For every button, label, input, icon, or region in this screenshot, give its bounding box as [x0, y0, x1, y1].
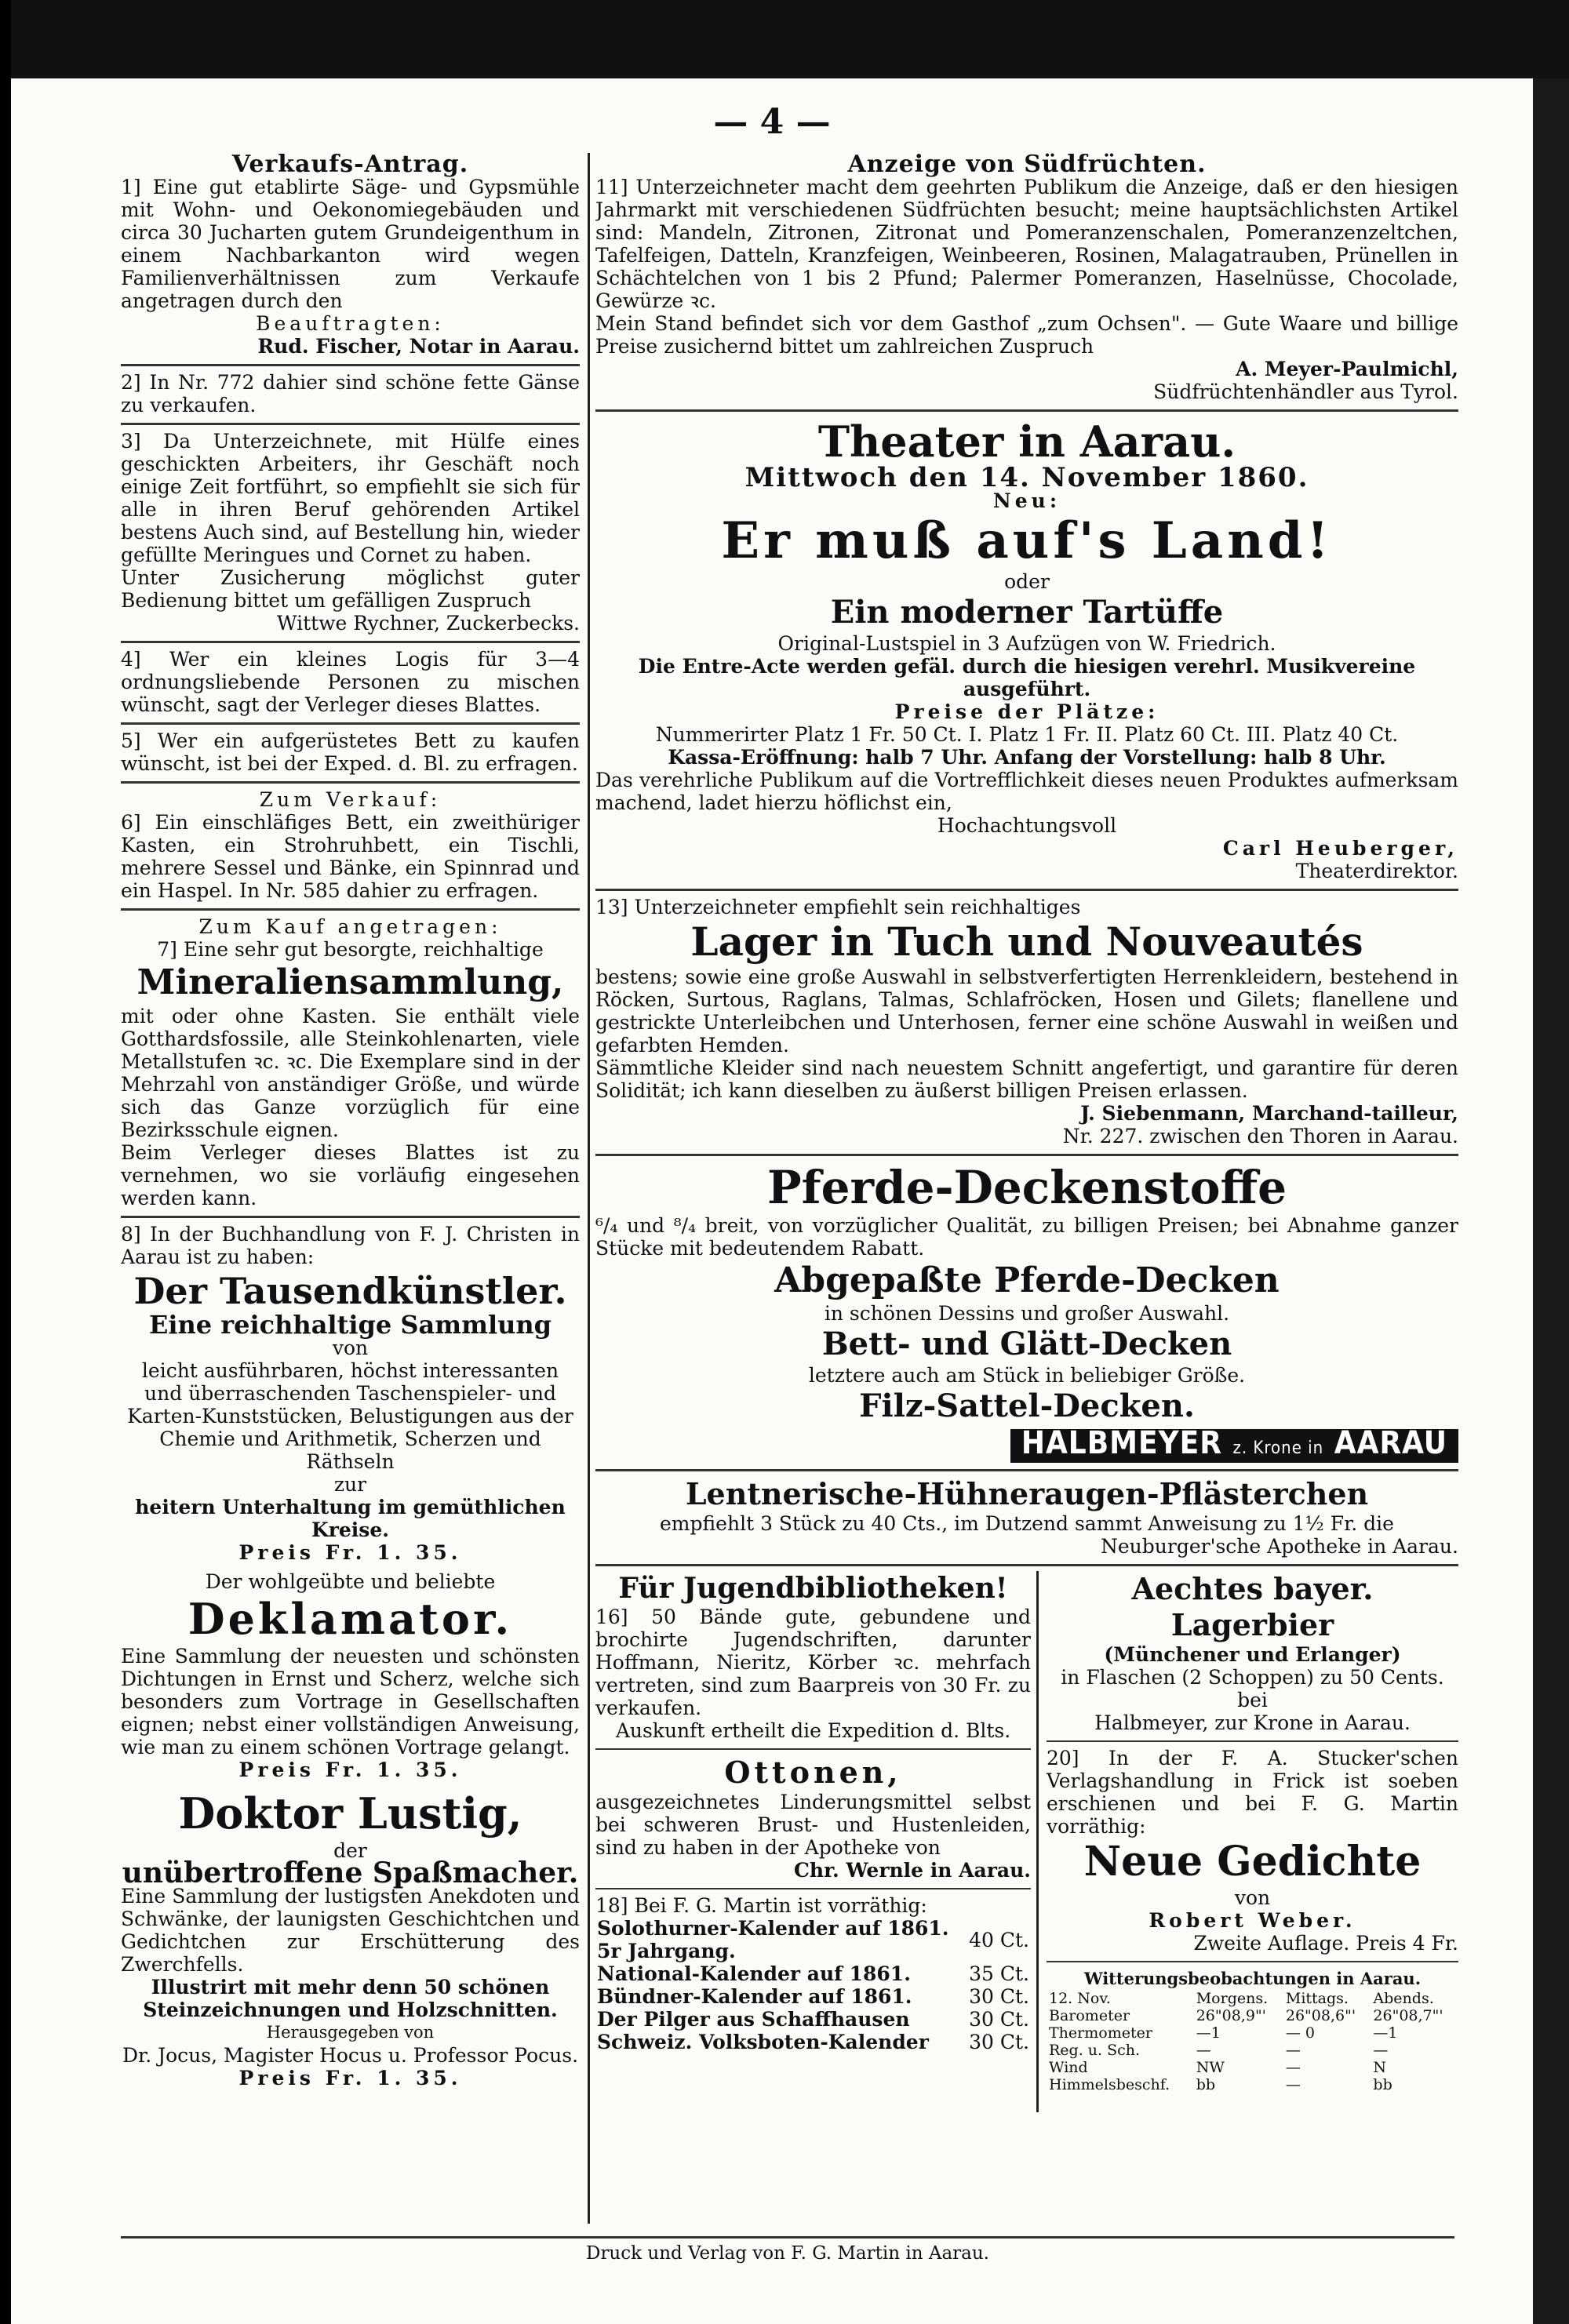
weather-cell: N [1373, 2059, 1387, 2076]
weather-cell: — 0 [1285, 2024, 1316, 2042]
ad-gaense: 2] In Nr. 772 dahier sind schöne fette Gänse zu verkaufen. [121, 371, 580, 416]
kalender-price: 35 Ct. [969, 1962, 1029, 1985]
weather-cell: NW [1196, 2059, 1225, 2076]
left-column [121, 153, 580, 2224]
divider [121, 908, 580, 911]
ad-signature: J. Siebenmann, Marchand-tailleur, [1080, 1102, 1458, 1125]
halbmeyer-banner [1010, 1425, 1458, 1463]
table-row [1047, 2042, 1458, 2059]
ad-text: bestens; sowie eine große Auswahl in selbstverfertigten Herrenkleidern, bestehend in Röcken, Surtous, Raglans, Talmas, Schlafröcken, Hosen und Gilets; flanellene und gestrickte Unterleibchen und Unterhosen, ferner eine schöne Auswahl in weißen und gefarbten Hemden. [595, 966, 1458, 1057]
ad-signature: Rud. Fischer, Notar in Aarau. [257, 335, 580, 358]
weather-header: Morgens. [1196, 1990, 1269, 2007]
weather-cell: Himmelsbeschf. [1049, 2076, 1170, 2093]
ad-kalender [595, 1894, 1031, 2053]
ad-subhead: (Münchener und Erlanger) [1104, 1643, 1401, 1666]
ad-text: in schönen Dessins und großer Auswahl. [824, 1302, 1230, 1325]
ad-connector: von [332, 1337, 369, 1359]
ad-intro: 8] In der Buchhandlung von F. J. Christen in Aarau ist zu haben: [121, 1223, 580, 1268]
kalender-name: Der Pilger aus Schaffhausen [597, 2008, 910, 2031]
ad-headline: Neue Gedichte [1083, 1838, 1422, 1886]
ad-subhead: unübertroffene Spaßmacher. [122, 1857, 579, 1889]
table-row [595, 2031, 1031, 2053]
banner-name: HALBMEYER [1021, 1425, 1222, 1461]
weather-cell: — [1373, 2042, 1389, 2059]
ad-signature: Carl Heuberger, [1222, 837, 1458, 860]
ad-bett: 5] Wer ein aufgerüstetes Bett zu kaufen wünscht, ist bei der Exped. d. Bl. zu erfragen. [121, 729, 580, 775]
divider [595, 1154, 1458, 1156]
ad-doktor-lustig [121, 1788, 580, 2089]
ad-subhead: Ein moderner Tartüffe [830, 594, 1224, 631]
ad-tausendkuenstler [121, 1223, 580, 1564]
ad-text: mit oder ohne Kasten. Sie enthält viele Gotthardsfossile, alle Steinkohlenarten, viele Metallstufen ꝛc. ꝛc. Die Exemplare sind in der Mehrzahl von anständiger Größe, und würde sich das Ganze vorzüglich für eine Bezirksschule eignen. [121, 1005, 580, 1141]
ad-signature: Wittwe Rychner, Zuckerbecks. [276, 612, 580, 635]
weather-cell: Reg. u. Sch. [1049, 2042, 1141, 2059]
ad-intro: Der wohlgeübte und beliebte [205, 1570, 496, 1593]
weather-cell: 26"08,6"' [1285, 2007, 1356, 2024]
ad-text: Sämmtliche Kleider sind nach neuestem Schnitt angefertigt, und garantire für deren Solidität; ich kann dieselben zu äußerst billigen Preisen erlassen. [595, 1057, 1458, 1102]
ad-greeting: Hochachtungsvoll [937, 814, 1117, 837]
split-right [1047, 1571, 1458, 2100]
column-divider [588, 153, 590, 2224]
divider [595, 889, 1458, 891]
ad-text: 3] Da Unterzeichnete, mit Hülfe eines geschickten Arbeiters, ihr Geschäft noch einige Zeit fortführt, so empfiehlt sie sich für alle in ihren Beruf gehörenden Artikel bestens Auch sind, auf Bestellung hin, wieder gefüllte Meringues und Cornet zu haben. [121, 430, 580, 566]
divider [121, 722, 580, 725]
weather-cell: bb [1373, 2076, 1392, 2093]
ad-intro: 18] Bei F. G. Martin ist vorräthig: [595, 1894, 927, 1917]
divider [595, 1888, 1031, 1889]
ad-headline: Ottonen, [724, 1755, 902, 1790]
ad-price: Preis Fr. 1. 35. [238, 1541, 462, 1564]
kalender-name: Solothurner-Kalender auf 1861. 5r Jahrgang. [597, 1917, 949, 1962]
ad-verkaufs-antrag [121, 153, 580, 358]
weather-cell: 26"08,7"' [1373, 2007, 1443, 2024]
weather-cell: — [1285, 2076, 1301, 2093]
ad-text: Beim Verleger dieses Blattes ist zu vernehmen, wo sie vorläufig eingesehen werden kann. [121, 1141, 580, 1209]
weather-cell: 26"08,9"' [1196, 2007, 1266, 2024]
table-row [595, 1985, 1031, 2008]
ad-text: in Flaschen (2 Schoppen) zu 50 Cents. bei [1061, 1666, 1444, 1711]
split-section [595, 1571, 1458, 2112]
ad-lagerbier [1047, 1571, 1458, 1734]
footer [121, 2231, 1454, 2264]
weather-cell: Thermometer [1049, 2024, 1152, 2042]
ad-text: Eine Sammlung der neuesten und schönsten Dichtungen in Ernst und Scherz, welche sich besonders zum Vortrage in Gesellschaften eignen; nebst einer vollständigen Anweisung, wie man zu einem schönen Vortrage gelangt. [121, 1645, 580, 1758]
ad-text: 11] Unterzeichneter macht dem geehrten Publikum die Anzeige, daß er den hiesigen Jahrmarkt mit verschiedenen Südfrüchten besucht; meine hauptsächlichsten Artikel sind: Mandeln, Zitronen, Zitronat und Pomeranzenschalen, Pomeranzenzeltchen, Tafelfeigen, Datteln, Kranzfeigen, Weinbeeren, Rosinen, Malagatrauben, Prünellen in Schächtelchen von 1 bis 2 Pfund; Palermer Pomeranzen, Haselnüsse, Chocolade, Gewürze ꝛc. [595, 176, 1458, 312]
ad-subtitle: Beauftragten: [256, 312, 445, 335]
ad-editor-label: Herausgegeben von [266, 2023, 435, 2042]
ad-zum-verkauf [121, 788, 580, 902]
split-left [595, 1571, 1031, 2060]
ad-text: 16] 50 Bände gute, gebundene und brochirte Jugendschriften, darunter Hoffmann, Nieritz, Körber ꝛc. mehrfach vertreten, sind zum Baarpreis von 30 Fr. zu verkaufen. [595, 1606, 1031, 1719]
weather-title: Witterungsbeobachtungen in Aarau. [1083, 1969, 1422, 1988]
halbmeyer-banner-wrap [595, 1425, 1458, 1463]
kalender-price: 30 Ct. [969, 1985, 1029, 2008]
kalender-price: 40 Ct. [969, 1928, 1029, 1951]
ad-signature: Nr. 227. zwischen den Thoren in Aarau. [1062, 1125, 1458, 1147]
weather-header: 12. Nov. [1049, 1990, 1111, 2007]
ad-title: Verkaufs-Antrag. [231, 153, 469, 178]
ad-text: empfiehlt 3 Stück zu 40 Cts., im Dutzend sammt Anweisung zu 1½ Fr. die [660, 1512, 1394, 1535]
ad-signature: Theaterdirektor. [1295, 860, 1458, 882]
ad-headline: Lentnerische-Hühneraugen-Pflästerchen [685, 1476, 1369, 1511]
ad-text: Eine Sammlung der lustigsten Anekdoten und Schwänke, der launigsten Geschichtchen und Gedichtchen zur Erschütterung des Zwerchfells. [121, 1885, 580, 1976]
weather-cell: —1 [1373, 2024, 1398, 2042]
kalender-price: 30 Ct. [969, 2031, 1029, 2053]
kalender-name: National-Kalender auf 1861. [597, 1962, 911, 1985]
ad-headline: Deklamator. [187, 1594, 513, 1644]
ad-deklamator [121, 1570, 580, 1781]
ad-price: Preis Fr. 1. 35. [238, 2067, 462, 2089]
imprint: Druck und Verlag von F. G. Martin in Aarau. [586, 2243, 989, 2264]
divider [595, 409, 1458, 412]
ad-headline: Filz-Sattel-Decken. [859, 1387, 1195, 1424]
ad-text: Die Entre-Acte werden gefäl. durch die hiesigen verehrl. Musikvereine ausgeführt. [638, 655, 1416, 700]
weather-header: Abends. [1373, 1990, 1434, 2007]
ad-signature: A. Meyer-Paulmichl, [1236, 358, 1458, 380]
ad-text: Auskunft ertheilt die Expedition d. Blts. [615, 1719, 1011, 1742]
ad-text: Das verehrliche Publikum auf die Vortrefflichkeit dieses neuen Produktes aufmerksam machend, ladet hierzu höflichst ein, [595, 769, 1458, 814]
ad-rychner [121, 430, 580, 635]
ad-text: Original-Lustspiel in 3 Aufzügen von W. Friedrich. [777, 632, 1276, 655]
ad-headline: Aechtes bayer. Lagerbier [1131, 1571, 1374, 1642]
ad-text: Illustrirt mit mehr denn 50 schönen Steinzeichnungen und Holzschnitten. [143, 1976, 558, 2021]
ad-label: Preise der Plätze: [894, 700, 1159, 723]
ad-logis: 4] Wer ein kleines Logis für 3—4 ordnungsliebende Personen zu mischen wünscht, sagt der Verleger dieses Blattes. [121, 648, 580, 716]
ad-headline: Mineraliensammlung, [137, 962, 564, 1002]
divider [595, 1469, 1458, 1471]
ad-intro: 20] In der F. A. Stucker'schen Verlagshandlung in Frick ist soeben erschienen und bei F. G. Martin vorräthig: [1047, 1747, 1458, 1838]
table-row [595, 2008, 1031, 2031]
ad-jugend [595, 1571, 1031, 1742]
page-number: — 4 — [713, 102, 831, 142]
divider [595, 1748, 1031, 1750]
ad-pferde [595, 1161, 1458, 1463]
ad-signature: Halbmeyer, zur Krone in Aarau. [1094, 1711, 1411, 1734]
divider [121, 781, 580, 784]
ad-headline: Er muß auf's Land! [721, 511, 1333, 570]
ad-signature: Südfrüchtenhändler aus Tyrol. [1153, 380, 1458, 403]
divider [121, 641, 580, 643]
ad-text: Zweite Auflage. Preis 4 Fr. [1193, 1932, 1458, 1955]
ad-text: 6] Ein einschläfiges Bett, ein zweithüriger Kasten, ein Strohruhbett, ein Tischli, mehrere Sessel und Bänke, ein Spinnrad und ein Haspel. In Nr. 585 dahier zu erfragen. [121, 811, 580, 902]
ad-ottonen [595, 1755, 1031, 1882]
ad-connector: oder [1004, 570, 1050, 593]
scan-border-top [0, 0, 1569, 78]
ad-text: Unter Zusicherung möglichst guter Bedienung bittet um gefälligen Zuspruch [121, 566, 580, 612]
divider [1047, 1740, 1458, 1742]
weather-header: Mittags. [1285, 1990, 1349, 2007]
weather-table [1047, 1990, 1458, 2093]
scan-border-left [0, 0, 11, 2324]
kalender-name: Schweiz. Volksboten-Kalender [597, 2031, 929, 2053]
kalender-name: Bündner-Kalender auf 1861. [597, 1985, 912, 2008]
weather-cell: — [1196, 2042, 1211, 2059]
ad-text: Mein Stand befindet sich vor dem Gasthof „zum Ochsen". — Gute Waare und billige Preise zusichernd bittet um zahlreichen Zuspruch [595, 312, 1458, 358]
ad-intro: 13] Unterzeichneter empfiehlt sein reichhaltiges [595, 896, 1081, 918]
ad-text: Nummerirter Platz 1 Fr. 50 Ct. I. Platz 1 Fr. II. Platz 60 Ct. III. Platz 40 Ct. [655, 723, 1399, 746]
weather-cell: — [1285, 2042, 1301, 2059]
table-row [1047, 2076, 1458, 2093]
table-row [1047, 2007, 1458, 2024]
kalender-price: 30 Ct. [969, 2008, 1029, 2031]
divider [121, 1216, 580, 1218]
ad-connector: von [1234, 1886, 1271, 1909]
ad-title: Zum Kauf angetragen: [198, 915, 502, 938]
table-row [1047, 2059, 1458, 2076]
ad-signature: Chr. Wernle in Aarau. [794, 1859, 1031, 1882]
ad-text: 1] Eine gut etablirte Säge- und Gypsmühle mit Wohn- und Oekonomiegebäuden und circa 30 Jucharten gutem Grundeigenthum in einem Nachbarkanton wird wegen Familienverhältnissen zum Verkaufe angetragen durch den [121, 176, 580, 312]
ad-editors: Dr. Jocus, Magister Hocus u. Professor Pocus. [122, 2044, 579, 2067]
ad-headline: Abgepaßte Pferde-Decken [774, 1260, 1280, 1300]
table-header [1047, 1990, 1458, 2007]
weather-cell: bb [1196, 2076, 1216, 2093]
divider [1047, 1961, 1458, 1962]
banner-city: AARAU [1334, 1425, 1447, 1461]
ad-connector: der [333, 1839, 367, 1862]
newspaper-page [11, 78, 1533, 2324]
ad-connector: zur [333, 1473, 367, 1496]
ad-headline: Theater in Aarau. [817, 416, 1236, 467]
ad-headline: Der Tausendkünstler. [133, 1270, 567, 1312]
table-row [595, 1962, 1031, 1985]
divider [121, 423, 580, 425]
ad-mineralien [121, 915, 580, 1209]
ad-price: Preis Fr. 1. 35. [238, 1758, 462, 1781]
ad-suedfruechte [595, 153, 1458, 403]
table-row [595, 1917, 1031, 1962]
divider [595, 1564, 1458, 1566]
ad-intro: 7] Eine sehr gut besorgte, reichhaltige [157, 938, 544, 961]
ad-author: Robert Weber. [1149, 1909, 1356, 1932]
ad-lager [595, 896, 1458, 1147]
banner-small: z. Krone in [1232, 1438, 1324, 1458]
weather-cell: Wind [1049, 2059, 1088, 2076]
ad-headline: Lager in Tuch und Nouveautés [690, 918, 1363, 965]
ad-gedichte [1047, 1747, 1458, 1955]
ad-headline: Für Jugendbibliotheken! [618, 1572, 1008, 1605]
ad-headline: Bett- und Glätt-Decken [821, 1326, 1232, 1362]
ad-theater [595, 416, 1458, 882]
ad-text: ausgezeichnetes Linderungsmittel selbst bei schweren Brust- und Hustenleiden, sind zu haben in der Apotheke von [595, 1791, 1031, 1859]
ad-text: Kassa-Eröffnung: halb 7 Uhr. Anfang der Vorstellung: halb 8 Uhr. [668, 746, 1386, 769]
weather-report [1047, 1967, 1458, 2093]
ad-text: leicht ausführbaren, höchst interessanten und überraschenden Taschenspieler- und Karten-Kunststücken, Belustigungen aus der Chemie und Arithmetik, Scherzen und Räthseln [127, 1359, 573, 1473]
ad-text: ⁶/₄ und ⁸/₄ breit, von vorzüglicher Qualität, zu billigen Preisen; bei Abnahme ganzer Stücke mit bedeutendem Rabatt. [595, 1214, 1458, 1260]
table-row [1047, 2024, 1458, 2042]
ad-date: Mittwoch den 14. November 1860. [744, 462, 1309, 493]
ad-pflaster [595, 1476, 1458, 1558]
ad-text: heitern Unterhaltung im gemüthlichen Kreise. [135, 1496, 566, 1541]
weather-cell: Barometer [1049, 2007, 1130, 2024]
column-divider [1036, 1571, 1039, 2112]
weather-cell: —1 [1196, 2024, 1221, 2042]
ad-headline: Pferde-Deckenstoffe [767, 1161, 1287, 1214]
weather-cell: — [1285, 2059, 1301, 2076]
divider [121, 364, 580, 366]
ad-title: Zum Verkauf: [259, 788, 442, 811]
ad-subhead: Eine reichhaltige Sammlung [148, 1310, 552, 1340]
right-column [595, 153, 1458, 2224]
kalender-table [595, 1917, 1031, 2053]
ad-title: Anzeige von Südfrüchten. [847, 153, 1207, 178]
ad-signature: Neuburger'sche Apotheke in Aarau. [1101, 1535, 1458, 1558]
ad-label: Neu: [992, 489, 1061, 512]
ad-headline: Doktor Lustig, [178, 1788, 522, 1838]
divider [121, 2236, 1454, 2239]
ad-text: letztere auch am Stück in beliebiger Größe. [808, 1364, 1246, 1387]
